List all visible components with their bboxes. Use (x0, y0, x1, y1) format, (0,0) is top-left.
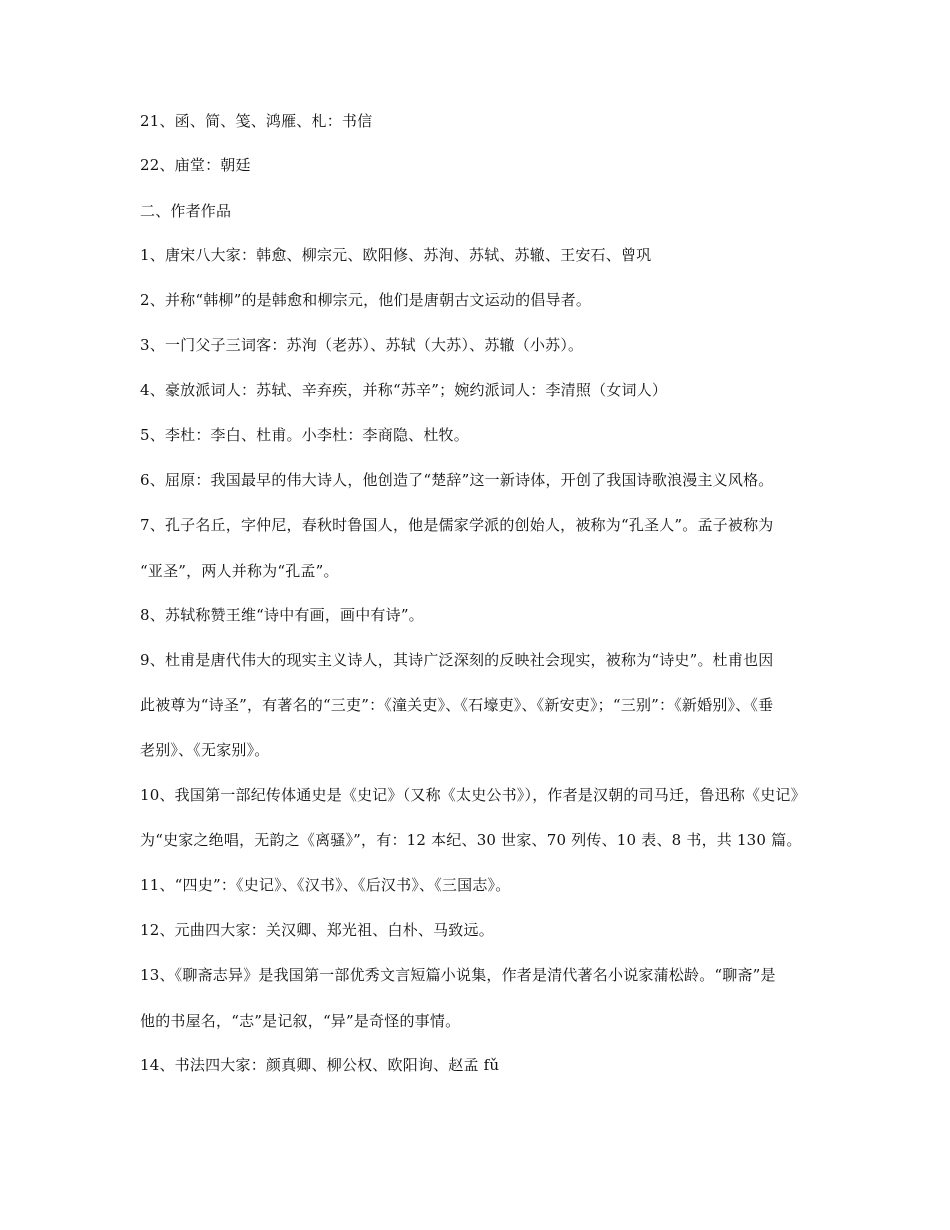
text-line: 5、李杜：李白、杜甫。小李杜：李商隐、杜牧。 (140, 426, 469, 444)
text-line: 21、函、简、笺、鸿雁、札：书信 (140, 112, 373, 130)
text-line: 2、并称“韩柳”的是韩愈和柳宗元，他们是唐朝古文运动的倡导者。 (140, 291, 592, 309)
text-line: 老别》、《无家别》。 (140, 741, 270, 759)
text-line: 11、“四史”：《史记》、《汉书》、《后汉书》、《三国志》。 (140, 876, 511, 894)
text-line: 4、豪放派词人：苏轼、辛弃疾，并称“苏辛”；婉约派词人：李清照（女词人） (140, 381, 668, 399)
text-line: 3、一门父子三词客：苏洵（老苏）、苏轼（大苏）、苏辙（小苏）。 (140, 336, 584, 354)
text-line: 为“史家之绝唱，无韵之《离骚》”，有：12 本纪、30 世家、70 列传、10 表、8 书，共 130 篇。 (140, 831, 802, 849)
text-line: 7、孔子名丘，字仲尼，春秋时鲁国人，他是儒家学派的创始人，被称为“孔圣人”。孟子被称为 (140, 516, 774, 534)
text-line: 6、屈原：我国最早的伟大诗人，他创造了“楚辞”这一新诗体，开创了我国诗歌浪漫主义风格。 (140, 471, 774, 489)
text-line: 此被尊为“诗圣”，有著名的“三吏”：《潼关吏》、《石壕吏》、《新安吏》；“三别”：《新婚别》、《垂 (140, 696, 774, 714)
text-line: 13、《聊斋志异》是我国第一部优秀文言短篇小说集，作者是清代著名小说家蒲松龄。“聊斋”是 (140, 966, 776, 984)
text-line: 10、我国第一部纪传体通史是《史记》（又称《太史公书》），作者是汉朝的司马迁，鲁迅称《史记》 (140, 786, 806, 804)
text-line: 1、唐宋八大家：韩愈、柳宗元、欧阳修、苏洵、苏轼、苏辙、王安石、曾巩 (140, 246, 652, 264)
text-line: 他的书屋名，“志”是记叙，“异”是奇怪的事情。 (140, 1012, 461, 1030)
text-line: 12、元曲四大家：关汉卿、郑光祖、白朴、马致远。 (140, 921, 494, 939)
section-heading: 二、作者作品 (140, 202, 232, 220)
text-line: 9、杜甫是唐代伟大的现实主义诗人，其诗广泛深刻的反映社会现实，被称为“诗史”。杜甫也因 (140, 651, 774, 669)
text-line: 22、庙堂：朝廷 (140, 156, 251, 174)
text-line: 8、苏轼称赞王维“诗中有画，画中有诗”。 (140, 606, 424, 624)
text-line: 14、书法四大家：颜真卿、柳公权、欧阳询、赵孟 fǔ (140, 1056, 500, 1074)
text-line: “亚圣”，两人并称为“孔孟”。 (140, 562, 339, 580)
